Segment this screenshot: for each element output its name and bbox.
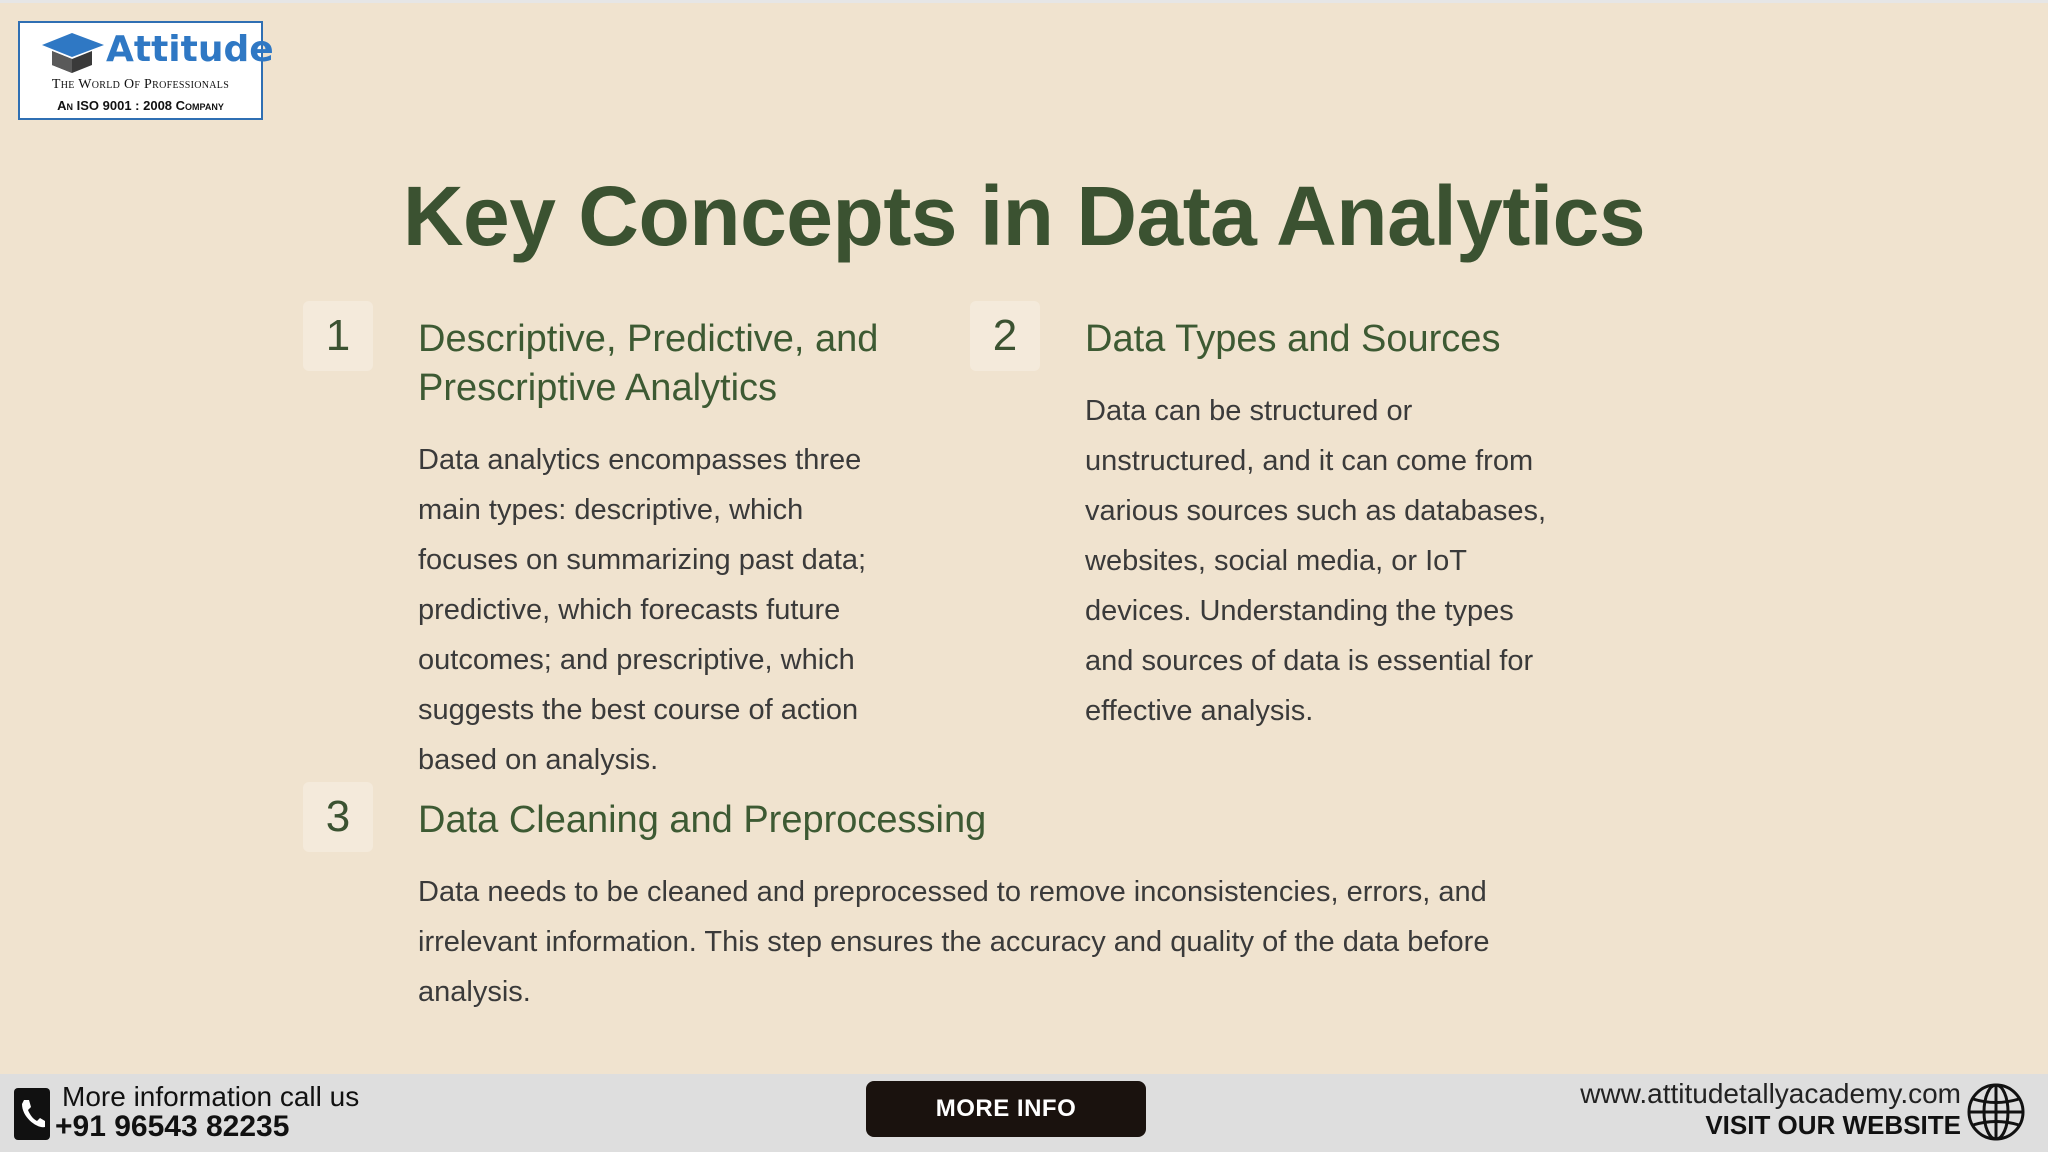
concept-heading-2-line1: Data Types and Sources — [1085, 318, 1501, 360]
body-line: Data analytics encompasses three — [418, 444, 862, 476]
globe-icon[interactable] — [1966, 1082, 2026, 1142]
concept-body-2 — [1085, 386, 1546, 736]
concept-number-3: 3 — [303, 782, 373, 852]
body-line: irrelevant information. This step ensures the accuracy and quality of the data before — [418, 926, 1490, 958]
graduation-cap-icon — [38, 31, 108, 77]
body-line: and sources of data is essential for — [1085, 645, 1534, 677]
body-line: websites, social media, or IoT — [1085, 545, 1467, 577]
more-info-button[interactable]: MORE INFO — [866, 1081, 1146, 1137]
concept-heading-1 — [418, 315, 878, 413]
footer-info-label: More information call us — [62, 1081, 360, 1112]
logo-brand: Attitude — [106, 29, 274, 70]
concept-body-1 — [418, 435, 866, 785]
body-line: unstructured, and it can come from — [1085, 445, 1534, 477]
concept-heading-3-line1: Data Cleaning and Preprocessing — [418, 799, 987, 841]
concept-heading-2 — [1085, 315, 1500, 364]
body-line: various sources such as databases, — [1085, 495, 1547, 527]
phone-icon — [14, 1088, 50, 1140]
page-title: Key Concepts in Data Analytics — [402, 169, 1646, 263]
company-logo[interactable] — [18, 21, 274, 120]
concept-heading-1-line1: Descriptive, Predictive, and — [418, 318, 879, 360]
body-line: effective analysis. — [1085, 695, 1314, 727]
concept-heading-1-line2: Prescriptive Analytics — [418, 367, 778, 409]
logo-tagline: The World Of Professionals — [51, 77, 230, 92]
concept-heading-3 — [418, 796, 986, 845]
body-line: main types: descriptive, which — [418, 494, 804, 526]
concept-number-2: 2 — [970, 301, 1040, 371]
website-link[interactable]: www.attitudetallyacademy.com — [1580, 1078, 1961, 1109]
logo-certification: An ISO 9001 : 2008 Company — [57, 98, 224, 113]
top-edge — [0, 0, 2048, 3]
footer-bar — [0, 1074, 2048, 1152]
body-line: Data needs to be cleaned and preprocessed to remove inconsistencies, errors, and — [418, 876, 1487, 908]
body-line: analysis. — [418, 976, 531, 1008]
footer-phone-number[interactable]: +91 96543 82235 — [55, 1110, 290, 1143]
body-line: Data can be structured or — [1085, 395, 1413, 427]
body-line: predictive, which forecasts future — [418, 594, 841, 626]
visit-website-label[interactable]: VISIT OUR WEBSITE — [1705, 1110, 1961, 1140]
body-line: outcomes; and prescriptive, which — [418, 644, 855, 676]
body-line: devices. Understanding the types — [1085, 595, 1514, 627]
body-line: focuses on summarizing past data; — [418, 544, 867, 576]
body-line: based on analysis. — [418, 744, 659, 776]
concept-number-1: 1 — [303, 301, 373, 371]
concept-body-3 — [418, 867, 1489, 1017]
body-line: suggests the best course of action — [418, 694, 859, 726]
